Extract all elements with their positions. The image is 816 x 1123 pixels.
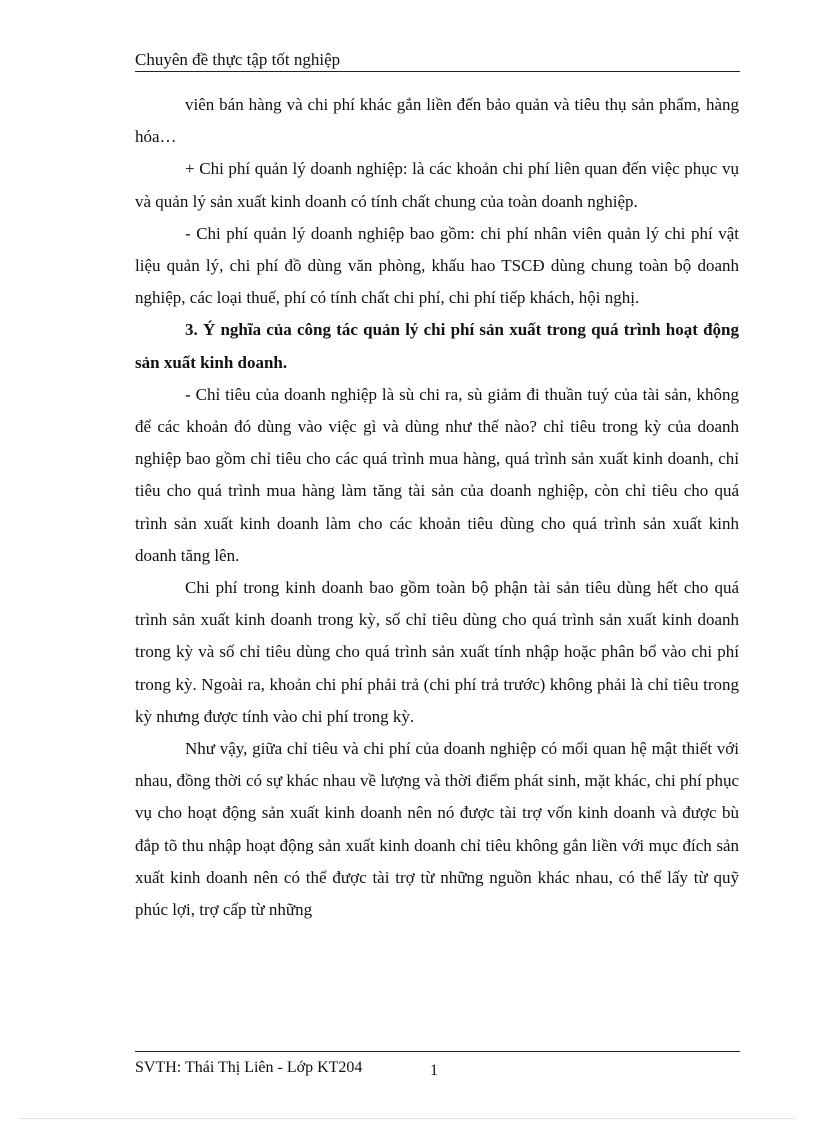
footer-divider xyxy=(135,1051,740,1052)
paragraph-spending: - Chỉ tiêu của doanh nghiệp là sù chi ra, sù giảm đi thuần tuý của tài sản, không để các khoản đó dùng vào việc gì và dùng như thế nào? chỉ tiêu trong kỳ của doanh nghiệp bao gồm chỉ tiêu cho các quá trình mua hàng, quá trình sản xuất kinh doanh, chỉ tiêu cho quá trình mua hàng làm tăng tài sản của doanh nghiệp, còn chỉ tiêu cho quá trình sản xuất kinh doanh làm cho các khoản tiêu dùng cho quá trình sản xuất kinh doanh tăng lên. xyxy=(135,384,739,565)
paragraph-costs: Chi phí trong kinh doanh bao gồm toàn bộ phận tài sản tiêu dùng hết cho quá trình sản xuất kinh doanh trong kỳ, số chỉ tiêu dùng cho quá trình sản xuất kinh doanh trong kỳ và số chỉ tiêu dùng cho quá trình sản xuất tính nhập hoặc phân bổ vào chi phí trong kỳ. Ngoài ra, khoản chi phí phải trả (chi phí trả trước) không phải là chỉ tiêu trong kỳ nhưng được tính vào chi phí trong kỳ. xyxy=(135,578,739,726)
page-number: 1 xyxy=(430,1062,438,1079)
paragraph-relationship: Như vậy, giữa chỉ tiêu và chi phí của doanh nghiệp có mối quan hệ mật thiết với nhau, đồng thời có sự khác nhau về lượng và thời điểm phát sinh, mặt khác, chi phí phục vụ cho hoạt động sản xuất kinh doanh nên nó được tài trợ vốn kinh doanh và được bù đắp tõ thu nhập hoạt động sản xuất kinh doanh chỉ tiêu không gắn liền với mục đích sản xuất kinh doanh nên có thể được tài trợ từ những nguồn khác nhau, có thể lấy từ quỹ phúc lợi, trợ cấp từ những xyxy=(135,739,739,920)
document-body xyxy=(135,89,739,926)
page-bottom-border xyxy=(20,1118,796,1119)
footer-author: SVTH: Thái Thị Liên - Lớp KT204 xyxy=(135,1059,363,1076)
paragraph-continuation: viên bán hàng và chi phí khác gắn liền đến bảo quản và tiêu thụ sản phẩm, hàng hóa… xyxy=(135,95,739,147)
page-header: Chuyên đề thực tập tốt nghiệp xyxy=(135,50,740,72)
paragraph-admin-cost: + Chi phí quản lý doanh nghiệp: là các khoản chi phí liên quan đến việc phục vụ và quản lý sản xuất kinh doanh có tính chất chung của toàn doanh nghiệp. xyxy=(135,159,739,211)
paragraph-admin-cost-items: - Chi phí quản lý doanh nghiệp bao gồm: chi phí nhân viên quản lý chi phí vật liệu quản lý, chi phí đồ dùng văn phòng, khấu hao TSCĐ dùng chung toàn bộ doanh nghiệp, các loại thuế, phí có tính chất chi phí, chi phí tiếp khách, hội nghị. xyxy=(135,223,739,308)
section-heading: 3. Ý nghĩa của công tác quản lý chi phí sản xuất trong quá trình hoạt động sản xuất kinh doanh. xyxy=(135,320,739,372)
